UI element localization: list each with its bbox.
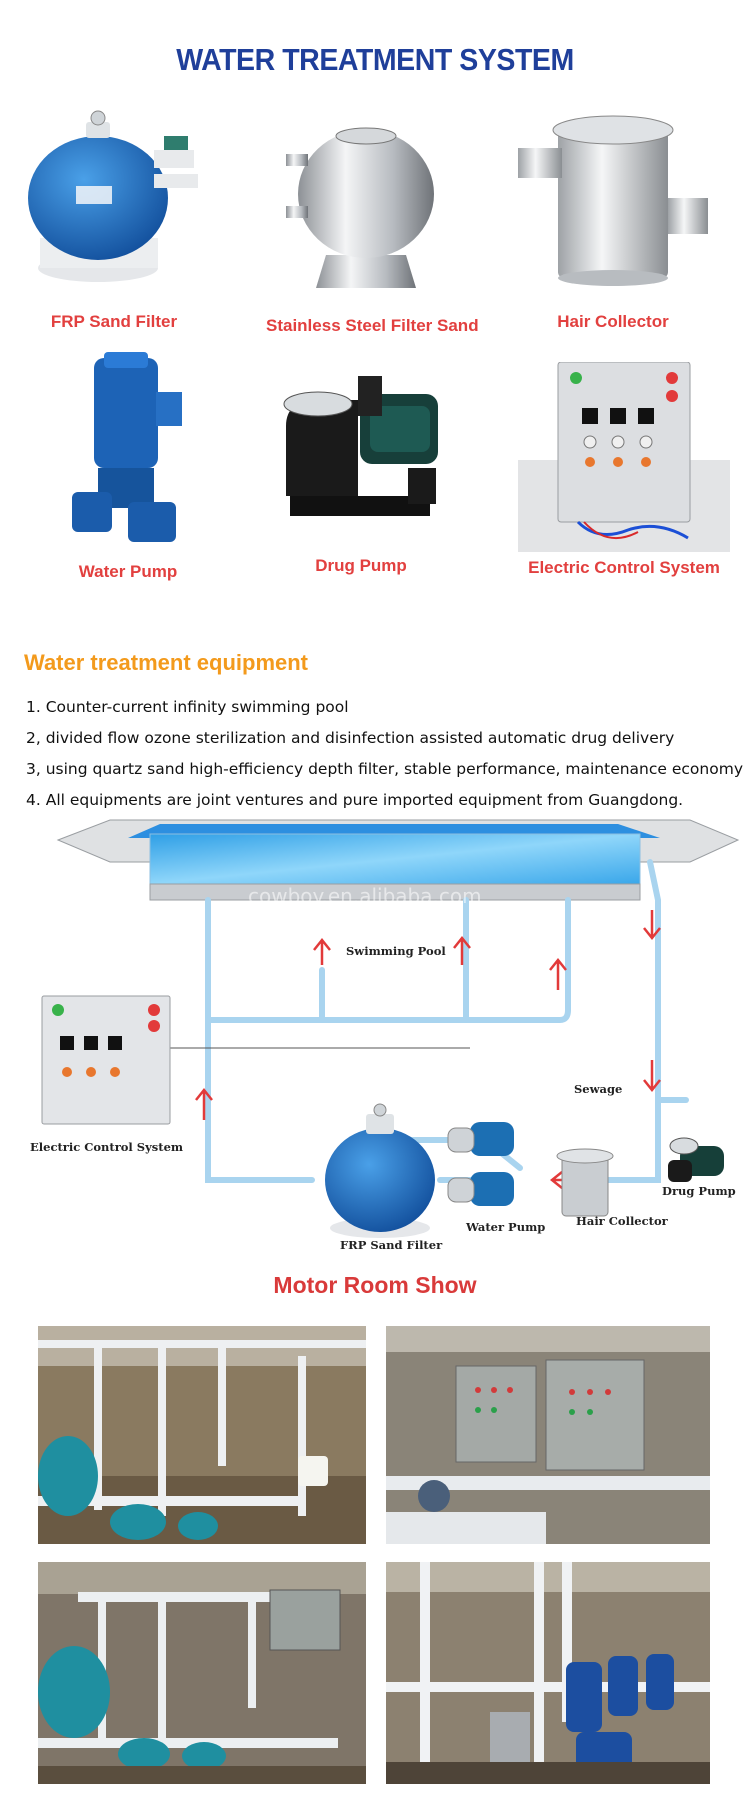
label-frp-sand-filter: FRP Sand Filter	[340, 1238, 443, 1252]
product-caption: Water Pump	[78, 562, 178, 581]
label-swimming-pool: Swimming Pool	[346, 944, 446, 958]
product-water-pump	[68, 352, 188, 581]
sand-filter-icon	[24, 108, 204, 288]
product-caption: FRP Sand Filter	[50, 312, 178, 331]
product-frp-sand-filter	[24, 108, 204, 331]
label-sewage: Sewage	[574, 1082, 623, 1096]
equipment-heading: Water treatment equipment	[24, 650, 309, 675]
page-title: WATER TREATMENT SYSTEM	[176, 42, 574, 77]
product-drug-pump	[278, 376, 444, 576]
label-water-pump: Water Pump	[466, 1220, 546, 1234]
system-diagram	[0, 810, 750, 1265]
product-control-system	[518, 362, 730, 582]
diagram-graphic	[0, 810, 750, 1265]
steel-filter-icon	[286, 110, 446, 290]
product-hair-collector	[518, 108, 708, 331]
list-item: 4. All equipments are joint ventures and pure imported equipment from Guangdong.	[26, 791, 684, 809]
motor-room-photo	[386, 1562, 710, 1784]
water-pump-icon	[68, 352, 188, 548]
product-caption: Electric Control System	[528, 558, 720, 577]
motor-room-title: Motor Room Show	[273, 1272, 477, 1298]
product-caption: Drug Pump	[315, 556, 407, 575]
motor-room-photo	[38, 1326, 366, 1544]
list-item: 1. Counter-current infinity swimming pool	[26, 698, 349, 716]
label-drug-pump: Drug Pump	[662, 1184, 736, 1198]
diagram-watermark: cowboy.en.alibaba.com	[248, 884, 482, 908]
label-electric-control: Electric Control System	[30, 1140, 184, 1154]
product-caption: Hair Collector	[557, 312, 669, 331]
motor-room-photo	[386, 1326, 710, 1544]
feature-list	[26, 692, 743, 816]
control-box-icon	[518, 362, 730, 552]
drug-pump-icon	[278, 376, 444, 536]
list-item: 2, divided flow ozone sterilization and disinfection assisted automatic drug delivery	[26, 729, 675, 747]
product-stainless-filter	[266, 110, 479, 335]
list-item: 3, using quartz sand high-efficiency depth filter, stable performance, maintenance economy	[26, 760, 743, 778]
hair-collector-icon	[518, 108, 708, 288]
motor-room-photo	[38, 1562, 366, 1784]
label-hair-collector: Hair Collector	[576, 1214, 668, 1228]
product-caption: Stainless Steel Filter Sand	[266, 316, 479, 335]
